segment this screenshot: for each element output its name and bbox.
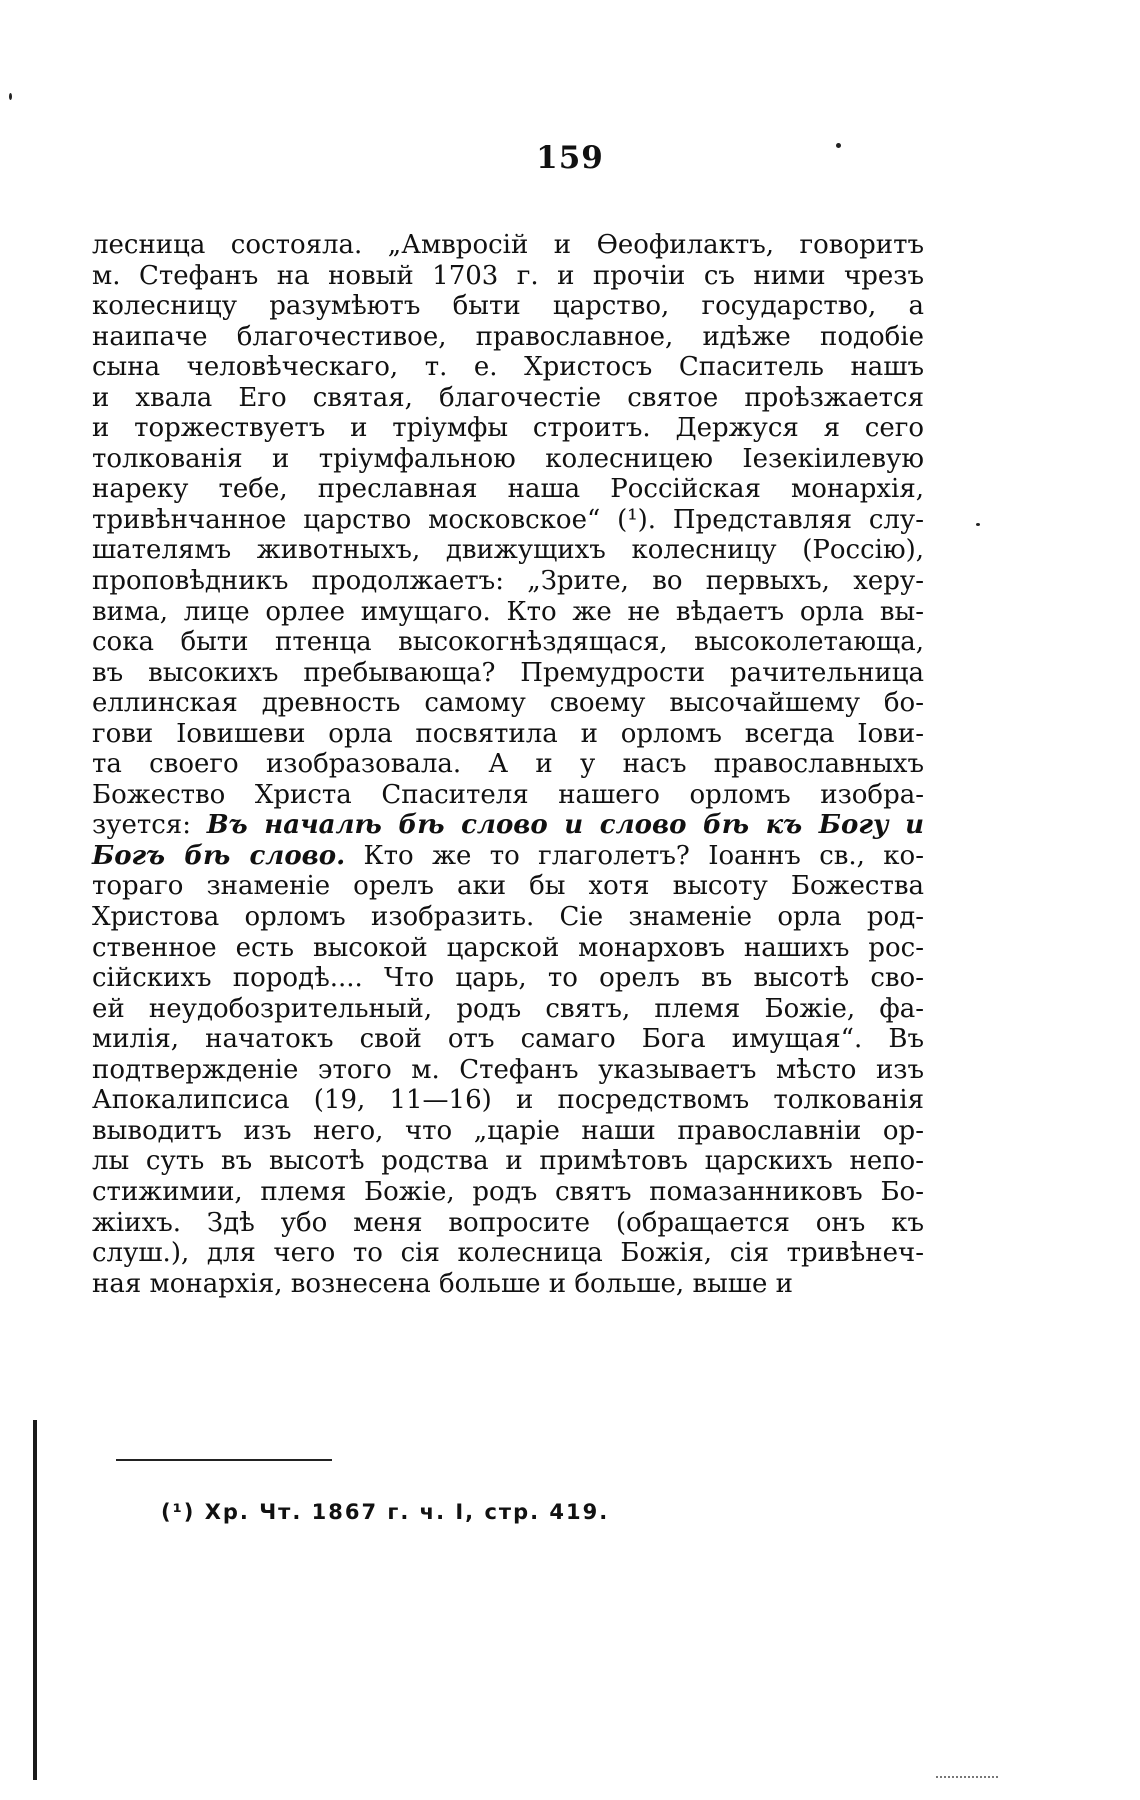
text-line: Божество Христа Спасителя нашего орломъ изобра- xyxy=(92,779,924,810)
text-line: проповѣдникъ продолжаетъ: „Зрите, во первыхъ, херу- xyxy=(92,566,924,597)
text-line: слуш.), для чего то сія колесница Божія, сія тривѣнеч- xyxy=(92,1238,924,1269)
text-line: толкованія и тріумфальною колесницею Іезекіилевую xyxy=(92,443,924,474)
text-line: жіихъ. Здѣ убо меня вопросите (обращается онъ къ xyxy=(92,1207,924,1238)
text-line: ей неудобозрительный, родъ святъ, племя Божіе, фа- xyxy=(92,993,924,1024)
text-line: и хвала Его святая, благочестіе святое проѣзжается xyxy=(92,382,924,413)
scan-speck xyxy=(836,143,841,148)
text-line: выводитъ изъ него, что „царіе наши православніи ор- xyxy=(92,1115,924,1146)
text-line: наипаче благочестивое, православное, идѣже подобіе xyxy=(92,321,924,352)
text-line: нареку тебе, преславная наша Россійская монархія, xyxy=(92,474,924,505)
text-line: сійскихъ породѣ.... Что царь, то орелъ въ высотѣ сво- xyxy=(92,963,924,994)
page-number: 159 xyxy=(536,140,604,176)
text-segment: Кто же то глаголетъ? Іоаннъ св., ко- xyxy=(363,840,924,871)
text-line: подтвержденіе этого м. Стефанъ указываетъ мѣсто изъ xyxy=(92,1054,924,1085)
scan-speck xyxy=(976,523,980,526)
text-line: въ высокихъ пребывающа? Премудрости рачительница xyxy=(92,657,924,688)
text-line: ная монархія, вознесена больше и больше, выше и xyxy=(92,1268,793,1299)
scan-margin-bar xyxy=(33,1420,37,1780)
text-line: шателямъ животныхъ, движущихъ колесницу (Россію), xyxy=(92,535,924,566)
footnote: (¹) Хр. Чт. 1867 г. ч. I, стр. 419. xyxy=(161,1500,610,1524)
scripture-quote: Богъ бѣ слово. xyxy=(92,840,346,871)
text-line: гови Іовишеви орла посвятила и орломъ всегда Іови- xyxy=(92,718,924,749)
text-line: стижимии, племя Божіе, родъ святъ помазанниковъ Бо- xyxy=(92,1176,924,1207)
text-line: колесницу разумѣютъ быти царство, государство, а xyxy=(92,291,924,322)
text-line: м. Стефанъ на новый 1703 г. и прочіи съ ними чрезъ xyxy=(92,260,924,291)
text-line: Христова орломъ изобразить. Сіе знаменіе орла род- xyxy=(92,902,924,933)
body-text xyxy=(92,230,924,1299)
scripture-quote: Въ началѣ бѣ слово и слово бѣ къ Богу и xyxy=(206,810,925,841)
text-line: ственное есть высокой царской монарховъ нашихъ рос- xyxy=(92,932,924,963)
text-line: лы суть въ высотѣ родства и примѣтовъ царскихъ непо- xyxy=(92,1146,924,1177)
text-line: сока быти птенца высокогнѣздящася, высоколетающа, xyxy=(92,627,924,658)
text-line: лесница состояла. „Амвросій и Ѳеофилактъ, говоритъ xyxy=(92,230,924,260)
text-line: тривѣнчанное царство московское“ (¹). Представляя слу- xyxy=(92,504,924,535)
text-line: Апокалипсиса (19, 11—16) и посредствомъ толкованія xyxy=(92,1085,924,1116)
footnote-divider xyxy=(116,1459,332,1461)
scan-speck xyxy=(9,93,12,100)
text-line: та своего изобразовала. А и у насъ православныхъ xyxy=(92,749,924,780)
text-line: тораго знаменіе орелъ аки бы хотя высоту Божества xyxy=(92,871,924,902)
text-line: вима, лице орлее имущаго. Кто же не вѣдаетъ орла вы- xyxy=(92,596,924,627)
scan-dash-mark xyxy=(936,1776,998,1778)
text-line: и торжествуетъ и тріумфы строитъ. Держуся я сего xyxy=(92,413,924,444)
text-line: еллинская древность самому своему высочайшему бо- xyxy=(92,688,924,719)
text-line: сына человѣческаго, т. е. Христосъ Спаситель нашъ xyxy=(92,352,924,383)
text-line-with-quote xyxy=(92,810,924,841)
text-line-with-quote xyxy=(92,841,924,872)
text-segment: зуется: xyxy=(92,810,191,841)
text-line: милія, начатокъ свой отъ самаго Бога имущая“. Въ xyxy=(92,1024,924,1055)
